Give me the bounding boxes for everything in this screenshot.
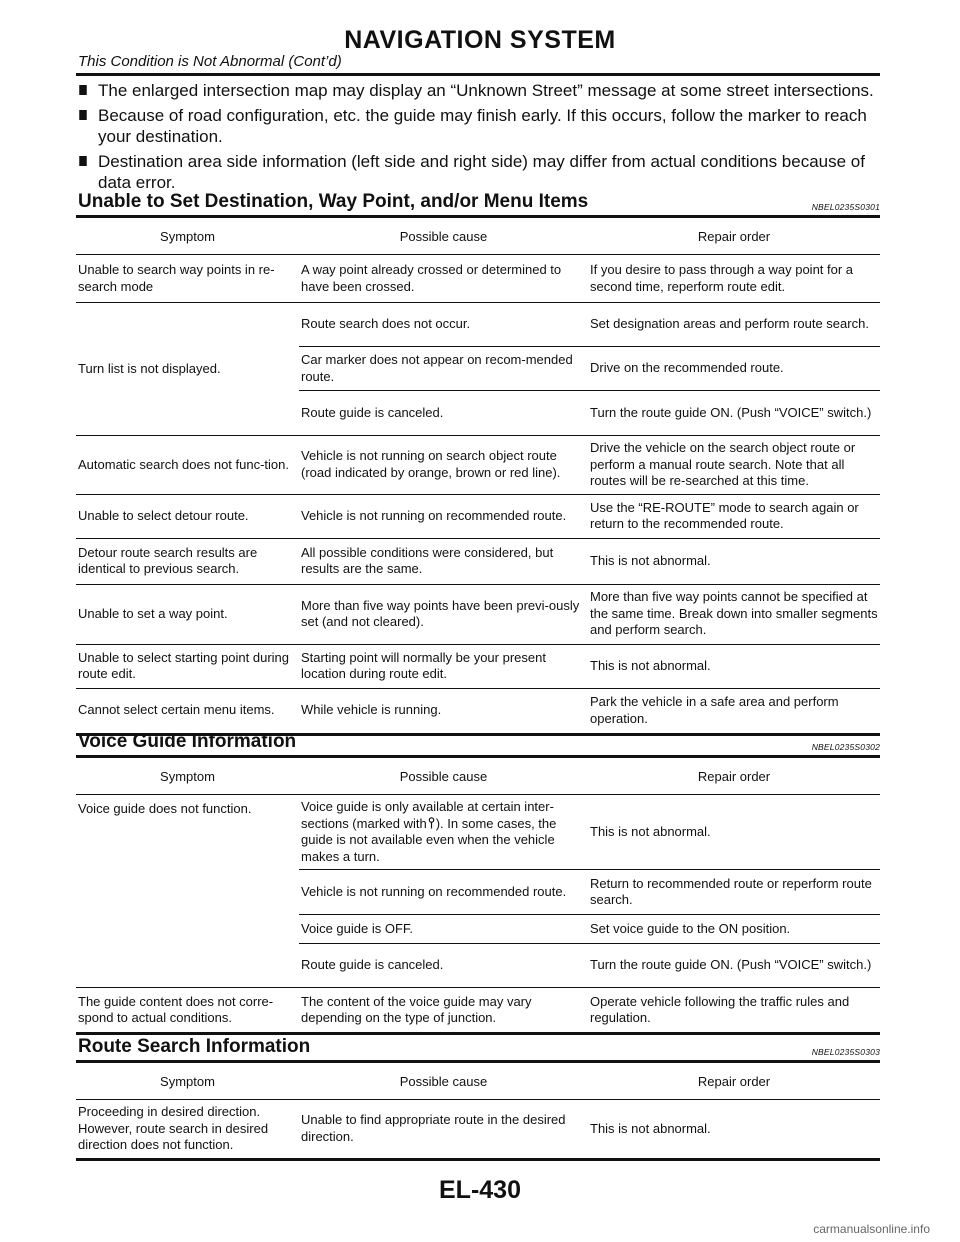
symptom-cell: Turn list is not displayed. bbox=[76, 303, 299, 436]
symptom-cell: Detour route search results are identical to previous search. bbox=[76, 538, 299, 584]
voice-guide-mark-icon bbox=[427, 817, 436, 829]
cause-cell: Route guide is canceled. bbox=[299, 391, 588, 436]
cause-cell: Vehicle is not running on recommended route. bbox=[299, 494, 588, 538]
column-header-repair: Repair order bbox=[588, 757, 880, 795]
bullet-item: Because of road configuration, etc. the guide may finish early. If this occurs, follow the marker to reach your destination. bbox=[78, 105, 880, 147]
route-search-table bbox=[76, 1060, 880, 1161]
repair-cell: Drive on the recommended route. bbox=[588, 347, 880, 391]
column-header-symptom: Symptom bbox=[76, 1062, 299, 1100]
repair-cell: Operate vehicle following the traffic rules and regulation. bbox=[588, 988, 880, 1034]
section-voice-guide bbox=[76, 731, 880, 1035]
cause-cell: The content of the voice guide may vary depending on the type of junction. bbox=[299, 988, 588, 1034]
table-row bbox=[76, 988, 880, 1034]
table-row bbox=[76, 688, 880, 734]
repair-cell: Set designation areas and perform route search. bbox=[588, 303, 880, 347]
column-header-cause: Possible cause bbox=[299, 217, 588, 255]
symptom-cell: Voice guide does not function. bbox=[76, 795, 299, 988]
section-title: Unable to Set Destination, Way Point, and/or Menu Items bbox=[78, 191, 589, 212]
section-code: NBEL0235S0301 bbox=[811, 202, 880, 212]
table-header-row bbox=[76, 757, 880, 795]
section-destination bbox=[76, 191, 880, 736]
repair-cell: Turn the route guide ON. (Push “VOICE” switch.) bbox=[588, 944, 880, 988]
cause-cell: Route guide is canceled. bbox=[299, 944, 588, 988]
cause-cell: Vehicle is not running on recommended route. bbox=[299, 870, 588, 915]
repair-cell: If you desire to pass through a way point for a second time, reperform route edit. bbox=[588, 255, 880, 303]
page-number: EL-430 bbox=[439, 1176, 521, 1204]
repair-cell: Use the “RE-ROUTE” mode to search again or return to the recommended route. bbox=[588, 494, 880, 538]
repair-cell: This is not abnormal. bbox=[588, 795, 880, 870]
bullet-list bbox=[78, 80, 880, 197]
repair-cell: Park the vehicle in a safe area and perform operation. bbox=[588, 688, 880, 734]
column-header-symptom: Symptom bbox=[76, 217, 299, 255]
symptom-cell: Proceeding in desired direction. However, route search in desired direction does not function. bbox=[76, 1100, 299, 1160]
destination-table bbox=[76, 215, 880, 736]
repair-cell: This is not abnormal. bbox=[588, 644, 880, 688]
section-route-search bbox=[76, 1036, 880, 1161]
column-header-repair: Repair order bbox=[588, 1062, 880, 1100]
header-divider bbox=[76, 73, 880, 76]
repair-cell: Turn the route guide ON. (Push “VOICE” switch.) bbox=[588, 391, 880, 436]
symptom-cell: The guide content does not corre-spond to actual conditions. bbox=[76, 988, 299, 1034]
section-code: NBEL0235S0303 bbox=[811, 1047, 880, 1057]
repair-cell: This is not abnormal. bbox=[588, 538, 880, 584]
table-row bbox=[76, 644, 880, 688]
cause-cell: Car marker does not appear on recom-mended route. bbox=[299, 347, 588, 391]
cause-cell: All possible conditions were considered, but results are the same. bbox=[299, 538, 588, 584]
cause-cell: While vehicle is running. bbox=[299, 688, 588, 734]
cause-cell: A way point already crossed or determined to have been crossed. bbox=[299, 255, 588, 303]
section-title: Route Search Information bbox=[78, 1036, 311, 1057]
cause-cell: Starting point will normally be your present location during route edit. bbox=[299, 644, 588, 688]
table-header-row bbox=[76, 1062, 880, 1100]
page-subtitle: This Condition is Not Abnormal (Cont’d) bbox=[78, 53, 342, 70]
table-row bbox=[76, 494, 880, 538]
table-row bbox=[76, 538, 880, 584]
column-header-repair: Repair order bbox=[588, 217, 880, 255]
section-code: NBEL0235S0302 bbox=[811, 742, 880, 752]
repair-cell: Drive the vehicle on the search object route or perform a manual route search. Note that all routes will be re-searched at this time. bbox=[588, 436, 880, 495]
bullet-icon bbox=[79, 85, 87, 95]
repair-cell: Set voice guide to the ON position. bbox=[588, 915, 880, 944]
bullet-icon bbox=[79, 156, 87, 166]
table-row bbox=[76, 1100, 880, 1160]
table-row bbox=[76, 255, 880, 303]
cause-cell: Voice guide is only available at certain inter-sections (marked with ). In some cases, the guide is not available even when the vehicle makes a turn. bbox=[299, 795, 588, 870]
symptom-cell: Unable to select starting point during route edit. bbox=[76, 644, 299, 688]
bullet-icon bbox=[79, 110, 87, 120]
cause-cell: Voice guide is OFF. bbox=[299, 915, 588, 944]
cause-cell: Vehicle is not running on search object route (road indicated by orange, brown or red line). bbox=[299, 436, 588, 495]
symptom-cell: Automatic search does not func-tion. bbox=[76, 436, 299, 495]
table-header-row bbox=[76, 217, 880, 255]
column-header-cause: Possible cause bbox=[299, 757, 588, 795]
repair-cell: Return to recommended route or reperform route search. bbox=[588, 870, 880, 915]
repair-cell: This is not abnormal. bbox=[588, 1100, 880, 1160]
table-row bbox=[76, 795, 880, 870]
bullet-item: Destination area side information (left side and right side) may differ from actual conditions because of data error. bbox=[78, 151, 880, 193]
cause-cell: Unable to find appropriate route in the desired direction. bbox=[299, 1100, 588, 1160]
table-row bbox=[76, 436, 880, 495]
cause-cell: Route search does not occur. bbox=[299, 303, 588, 347]
repair-cell: More than five way points cannot be specified at the same time. Break down into smaller segments and perform search. bbox=[588, 584, 880, 644]
voice-guide-table bbox=[76, 755, 880, 1035]
bullet-item: The enlarged intersection map may display an “Unknown Street” message at some street intersections. bbox=[78, 80, 880, 101]
table-row bbox=[76, 303, 880, 347]
section-title: Voice Guide Information bbox=[78, 731, 297, 752]
column-header-symptom: Symptom bbox=[76, 757, 299, 795]
column-header-cause: Possible cause bbox=[299, 1062, 588, 1100]
page-title: NAVIGATION SYSTEM bbox=[344, 26, 616, 54]
symptom-cell: Unable to search way points in re-search mode bbox=[76, 255, 299, 303]
table-row bbox=[76, 584, 880, 644]
watermark: carmanualsonline.info bbox=[813, 1222, 930, 1236]
cause-cell: More than five way points have been previ-ously set (and not cleared). bbox=[299, 584, 588, 644]
symptom-cell: Unable to set a way point. bbox=[76, 584, 299, 644]
symptom-cell: Cannot select certain menu items. bbox=[76, 688, 299, 734]
symptom-cell: Unable to select detour route. bbox=[76, 494, 299, 538]
